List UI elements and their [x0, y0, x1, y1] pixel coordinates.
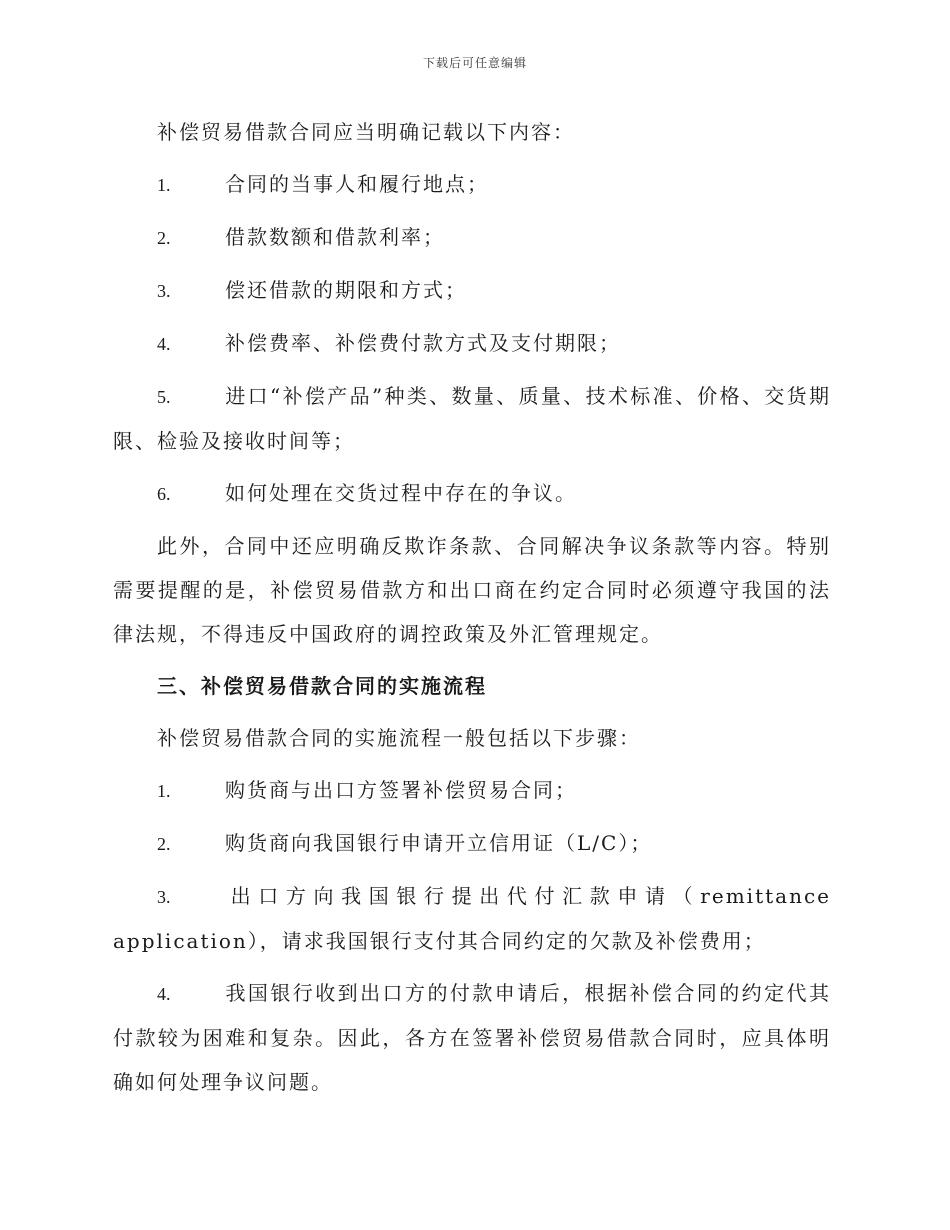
list-text: 我国银行收到出口方的付款申请后，根据补偿合同的约定代其付款较为困难和复杂。因此，各方在签署补偿贸易借款合同时，应具体明确如何处理争议问题。: [113, 981, 831, 1094]
list-text: 偿还借款的期限和方式；: [225, 278, 467, 302]
list-text: 补偿费率、补偿费付款方式及支付期限；: [225, 331, 621, 355]
list-text: 进口“补偿产品”种类、数量、质量、技术标准、价格、交货期限、检验及接收时间等；: [113, 384, 831, 453]
list-text: 购货商与出口方签署补偿贸易合同；: [225, 778, 577, 802]
list-number: 3.: [157, 887, 171, 907]
list-item: [113, 874, 831, 963]
list-item: [113, 215, 831, 260]
document-body: [113, 110, 831, 1112]
list-number: 4.: [157, 984, 171, 1004]
list-number: 5.: [157, 387, 171, 407]
list-number: 1.: [157, 175, 171, 195]
list-item: [113, 768, 831, 813]
section3-intro: 补偿贸易借款合同的实施流程一般包括以下步骤：: [157, 726, 641, 750]
list-item: [113, 471, 831, 516]
list-item: [113, 374, 831, 463]
list-number: 2.: [157, 834, 171, 854]
list-number: 4.: [157, 334, 171, 354]
list-item: [113, 971, 831, 1104]
list-item: [113, 162, 831, 207]
list-item: [113, 268, 831, 313]
list-item: [113, 821, 831, 866]
list-text: 合同的当事人和履行地点；: [225, 172, 489, 196]
list-number: 1.: [157, 781, 171, 801]
list-text: 借款数额和借款利率；: [225, 225, 445, 249]
list-item: [113, 321, 831, 366]
section1-intro: 补偿贸易借款合同应当明确记载以下内容：: [157, 120, 575, 144]
list-text: 如何处理在交货过程中存在的争议。: [225, 481, 577, 505]
section1-closing: 此外，合同中还应明确反欺诈条款、合同解决争议条款等内容。特别需要提醒的是，补偿贸易借款方和出口商在约定合同时必须遵守我国的法律法规，不得违反中国政府的调控政策及外汇管理规定。: [113, 534, 831, 646]
page-header: 下载后可任意编辑: [422, 56, 527, 70]
list-text: 出口方向我国银行提出代付汇款申请（remittance application），请求我国银行支付其合同约定的欠款及补偿费用；: [113, 884, 831, 953]
list-number: 2.: [157, 228, 171, 248]
list-number: 3.: [157, 281, 171, 301]
list-number: 6.: [157, 484, 171, 504]
section-heading: 三、补偿贸易借款合同的实施流程: [157, 674, 487, 698]
list-text: 购货商向我国银行申请开立信用证（L/C）；: [225, 831, 653, 855]
